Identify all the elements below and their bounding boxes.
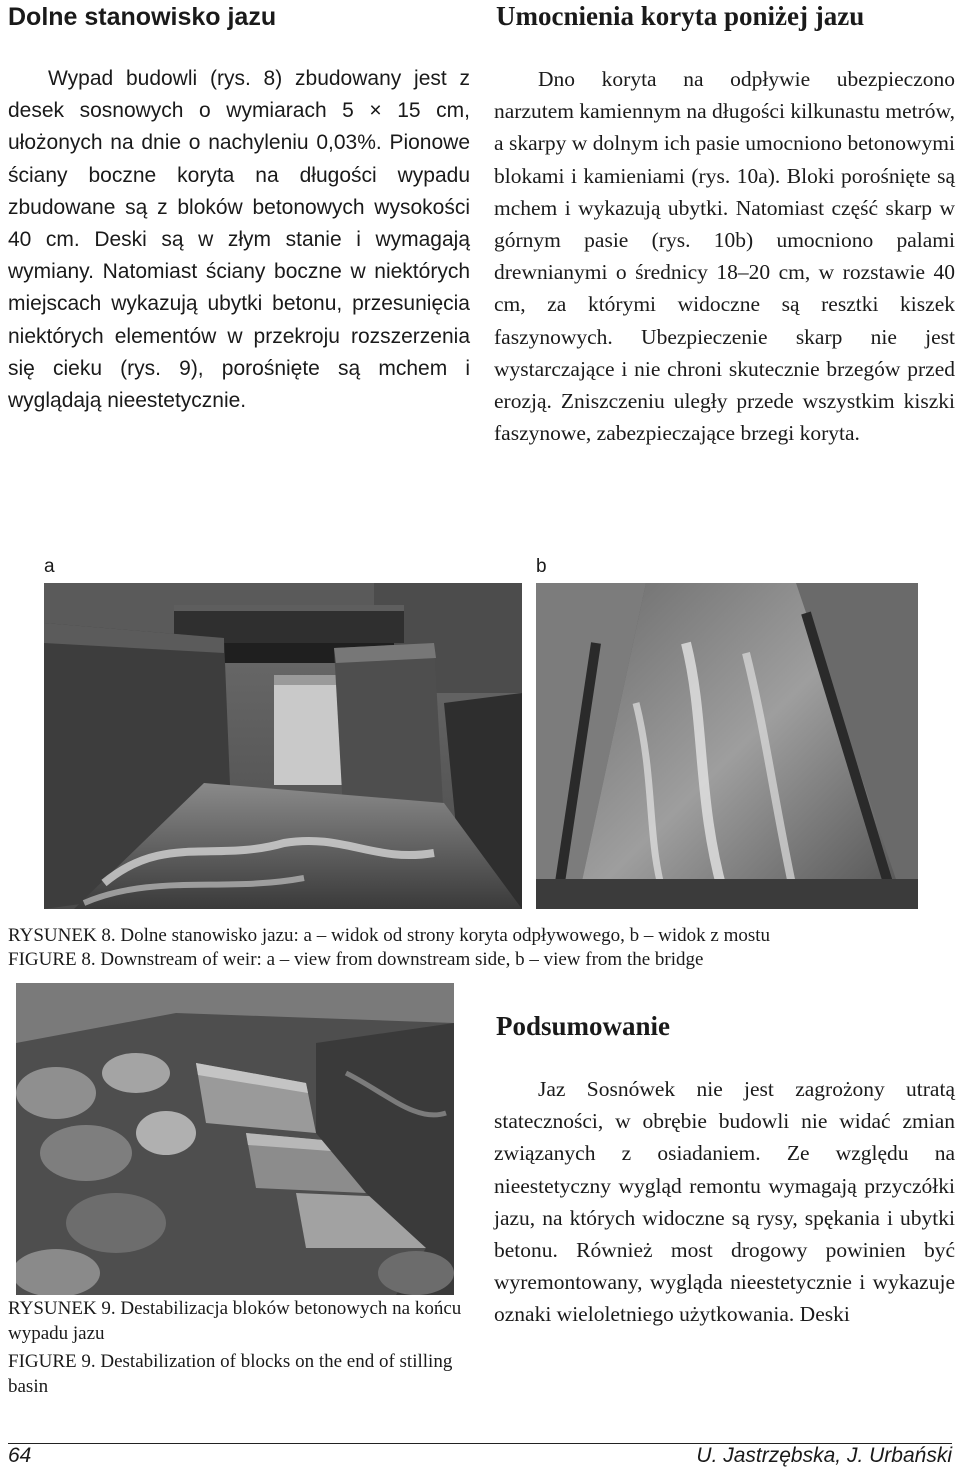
figure-9-caption-en: FIGURE 9. Destabilization of blocks on the end of stilling basin <box>8 1351 453 1397</box>
section-heading-lower-weir: Dolne stanowisko jazu <box>8 3 277 31</box>
figure-8-caption-pl: RYSUNEK 8. Dolne stanowisko jazu: a – widok od strony koryta odpływowego, b – widok z mostu <box>8 925 771 946</box>
figure-8a-photo <box>44 583 522 909</box>
figure-8b-photo <box>536 583 918 909</box>
section-heading-summary: Podsumowanie <box>496 1011 671 1041</box>
section-heading-bed-protection: Umocnienia koryta poniżej jazu <box>496 1 865 31</box>
figure-8-caption-en: FIGURE 8. Downstream of weir: a – view from downstream side, b – view from the bridge <box>8 949 704 970</box>
figure-8a-label: a <box>44 556 55 577</box>
paragraph-lower-weir: Wypad budowli (rys. 8) zbudowany jest z desek sosnowych o wymiarach 5 × 15 cm, ułożonych na dnie o nachyleniu 0,03%. Pionowe ściany boczne koryta na długości wypadu zbudowane są z bloków betonowych wysokości 40 cm. Deski są w złym stanie i wymagają wymiany. Natomiast ściany boczne w niektórych miejscach wykazują ubytki betonu, przesunięcia niektórych elementów w przekroju rozszerzenia się cieku (rys. 9), porośnięte są mchem i wyglądają nieestetycznie. <box>8 67 470 413</box>
figure-9-caption-pl: RYSUNEK 9. Destabilizacja bloków betonowych na końcu wypadu jazu <box>8 1298 462 1344</box>
page-number: 64 <box>8 1444 32 1467</box>
figure-8b-label: b <box>536 556 547 577</box>
paragraph-summary: Jaz Sosnówek nie jest zagrożony utratą stateczności, w obrębie budowli nie widać zmian związanych z osiadaniem. Ze względu na nieestetyczny wygląd remontu wymagają przyczółki jazu, na których widoczne są rysy, spękania i ubytki betonu. Również most drogowy powinien być wyremontowany, wygląda nieestetycznie i wykazuje oznaki wieloletniego użytkowania. Deski <box>494 1077 955 1327</box>
footer-authors: U. Jastrzębska, J. Urbański <box>696 1444 952 1467</box>
paragraph-bed-protection: Dno koryta na odpływie ubezpieczono narzutem kamiennym na długości kilkunastu metrów, a skarpy w dolnym ich pasie umocniono betonowymi blokami i kamieniami (rys. 10a). Bloki porośnięte są mchem i wykazują ubytki. Natomiast część skarp w górnym pasie (rys. 10b) umocniono palami drewnianymi o średnicy 18–20 cm, w rozstawie 40 cm, za którymi widoczne są resztki kiszek faszynowych. Ubezpieczenie skarp nie jest wystarczające i nie chroni skutecznie brzegów przed erozją. Zniszczeniu uległy przede wszystkim kiszki faszynowe, zabezpieczające brzegi koryta. <box>494 67 955 446</box>
figure-9-photo <box>16 983 454 1295</box>
